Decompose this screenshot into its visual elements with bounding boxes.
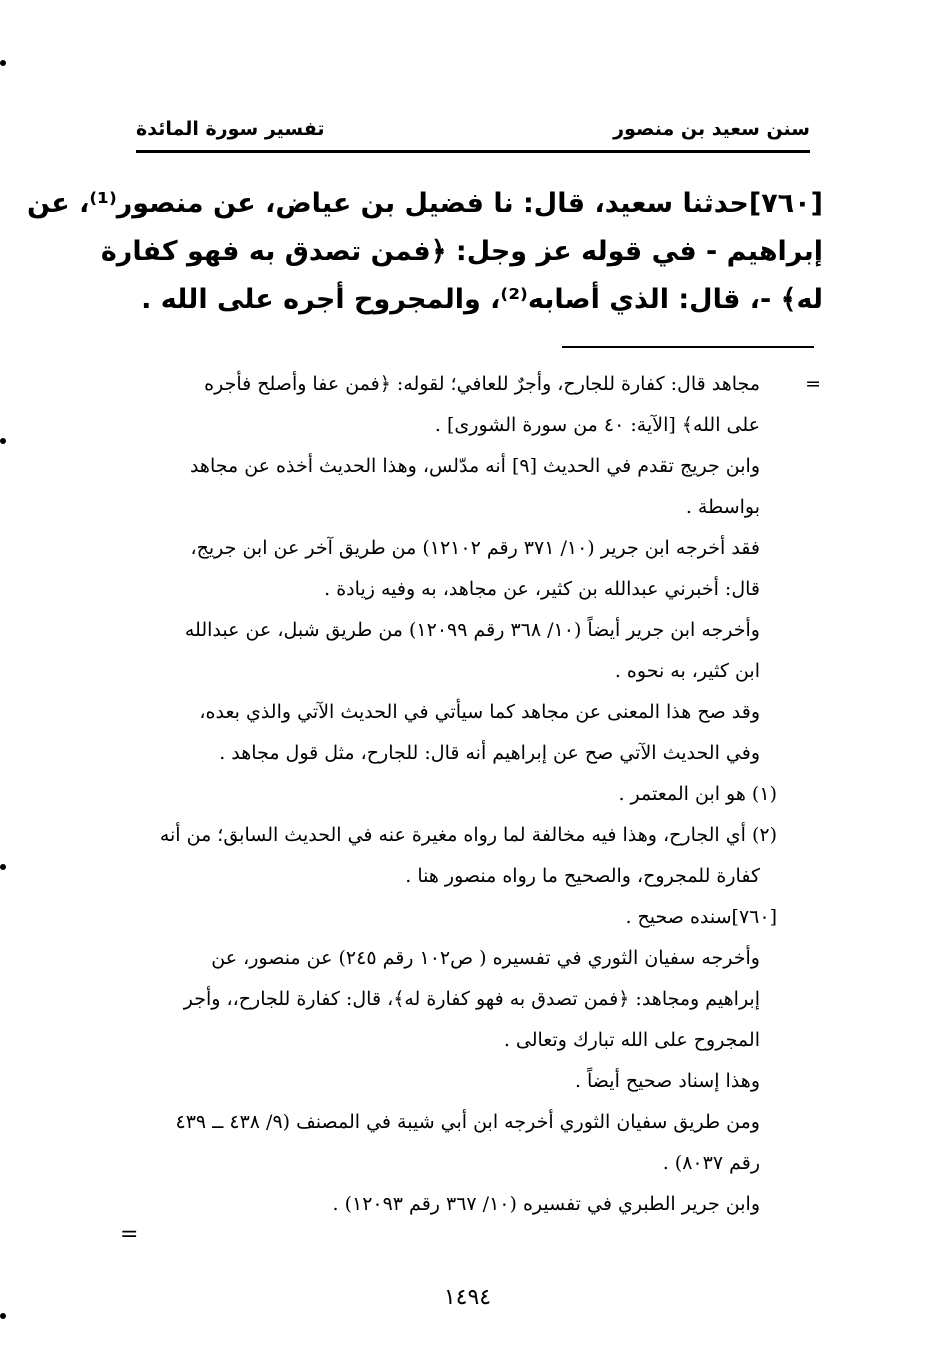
scan-mark [0,60,6,66]
note-line [120,569,825,610]
note-line [120,364,825,405]
book-title: سنن سعيد بن منصور [613,118,810,140]
note-line [120,815,825,856]
note-text: رقم ٨٠٣٧) . [662,1152,760,1174]
note-text: وابن جريج تقدم في الحديث [٩] أنه مدّلس، وهذا الحديث أخذه عن مجاهد [189,455,760,477]
note-line [120,1020,825,1061]
scan-mark [0,438,6,444]
continuation-marker: = [805,373,821,395]
note-line [120,1061,825,1102]
section-title: تفسير سورة المائدة [136,118,325,140]
note-text: وقد صح هذا المعنى عن مجاهد كما سيأتي في الحديث الآتي والذي بعده، [199,701,760,723]
note-text: وفي الحديث الآتي صح عن إبراهيم أنه قال: للجارح، مثل قول مجاهد . [219,742,760,764]
note-text: على الله﴾ [الآية: ٤٠ من سورة الشورى] . [434,414,760,436]
continuation-marker: = [120,1222,139,1247]
note-line [120,446,825,487]
note-text: وأخرجه سفيان الثوري في تفسيره ( ص١٠٢ رقم ٢٤٥) عن منصور، عن [211,947,760,969]
hadith-line: له﴾ -، قال: الذي أصابه⁽²⁾، والمجروح أجره على الله . [141,284,823,315]
note-line [120,1102,825,1143]
note-text: المجروح على الله تبارك وتعالى . [503,1029,760,1051]
hadith-line: إبراهيم - في قوله عز وجل: ﴿فمن تصدق به فهو كفارة [100,236,823,267]
note-text: مجاهد قال: كفارة للجارح، وأجرٌ للعافي؛ لقوله: ﴿فمن عفا وأصلح فأجره [204,373,760,395]
note-line [120,1143,825,1184]
note-text: (٢) أي الجارح، وهذا فيه مخالفة لما رواه مغيرة عنه في الحديث السابق؛ من أنه [159,824,777,846]
note-text: قال: أخبرني عبدالله بن كثير، عن مجاهد، به وفيه زيادة . [324,578,760,600]
note-text: ابن كثير، به نحوه . [614,660,760,682]
scan-mark [0,864,6,870]
note-text: [٧٦٠]سنده صحيح . [625,906,777,928]
note-line [120,897,825,938]
hadith-line: [٧٦٠]حدثنا سعيد، قال: نا فضيل بن عياض، عن منصور⁽¹⁾، عن [26,188,823,219]
note-line [120,733,825,774]
note-line [120,856,825,897]
main-hadith [26,180,823,324]
note-line [120,651,825,692]
note-line [120,774,825,815]
note-line [120,979,825,1020]
note-text: وهذا إسناد صحيح أيضاً . [574,1070,760,1092]
scan-mark [0,1313,6,1319]
note-line [120,938,825,979]
note-text: إبراهيم ومجاهد: ﴿فمن تصدق به فهو كفارة له﴾، قال: كفارة للجارح،، وأجر [183,988,760,1010]
note-line [120,692,825,733]
note-line [120,528,825,569]
footnotes [120,364,825,1225]
note-line [120,1184,825,1225]
header-rule [136,150,810,153]
note-line [120,405,825,446]
note-line [120,610,825,651]
running-header [136,112,810,146]
note-line [120,487,825,528]
footnote-separator [562,346,814,348]
note-text: بواسطة . [685,496,760,518]
note-text: كفارة للمجروح، والصحيح ما رواه منصور هنا . [405,865,760,887]
page-number: ١٤٩٤ [443,1285,492,1310]
note-text: وابن جرير الطبري في تفسيره (١٠/ ٣٦٧ رقم ١٢٠٩٣) . [332,1193,760,1215]
note-text: (١) هو ابن المعتمر . [618,783,777,805]
note-text: ومن طريق سفيان الثوري أخرجه ابن أبي شيبة في المصنف (٩/ ٤٣٨ ــ ٤٣٩ [175,1111,760,1133]
note-text: فقد أخرجه ابن جرير (١٠/ ٣٧١ رقم ١٢١٠٢) من طريق آخر عن ابن جريج، [190,537,760,559]
note-text: وأخرجه ابن جرير أيضاً (١٠/ ٣٦٨ رقم ١٢٠٩٩) من طريق شبل، عن عبدالله [184,619,760,641]
